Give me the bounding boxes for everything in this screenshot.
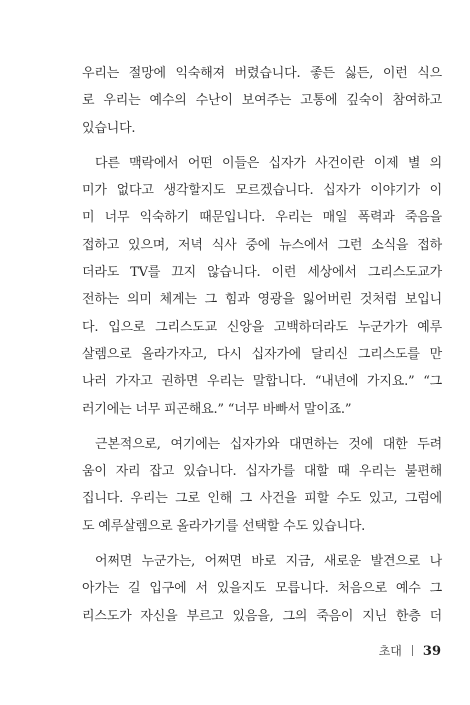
text-line: 나러 가자고 권하면 우리는 말합니다. “내년에 가지요.” “그 (82, 374, 442, 390)
text-line: 있습니다. (82, 120, 136, 136)
text-line: 다른 맥락에서 어떤 이들은 십자가 사건이란 이제 별 의 (95, 155, 442, 171)
text-line: 미 너무 익숙하기 때문입니다. 우리는 매일 폭력과 죽음을 (82, 210, 442, 226)
text-line: 도 예루살렘으로 올라가기를 선택할 수도 있습니다. (82, 518, 366, 534)
text-line: 더라도 TV를 끄지 않습니다. 이런 세상에서 그리스도교가 (82, 265, 442, 281)
paragraph (82, 150, 442, 423)
text-line: 아가는 길 입구에 서 있을지도 모릅니다. 처음으로 예수 그 (82, 581, 442, 597)
text-line: 움이 자리 잡고 있습니다. 십자가를 대할 때 우리는 불편해 (82, 464, 442, 480)
page-number: 39 (422, 644, 441, 659)
text-line: 우리는 절망에 익숙해져 버렸습니다. 좋든 싫든, 이런 식으 (82, 66, 442, 81)
text-line: 근본적으로, 여기에는 십자가와 대면하는 것에 대한 두려 (95, 436, 442, 452)
text-line: 러기에는 너무 피곤해요.” “너무 바빠서 말이죠.” (82, 401, 352, 417)
page-footer (0, 642, 441, 659)
text-line: 로 우리는 예수의 수난이 보여주는 고통에 깊숙이 참여하고 (82, 93, 442, 109)
paragraph (82, 548, 442, 630)
body-text (82, 60, 442, 630)
text-line: 접하고 있으며, 저녁 식사 중에 뉴스에서 그런 소식을 접하 (82, 237, 442, 253)
paragraph (82, 60, 442, 142)
text-line: 집니다. 우리는 그로 인해 그 사건을 피할 수도 있고, 그럼에 (82, 491, 442, 507)
paragraph (82, 431, 442, 540)
text-line: 다. 입으로 그리스도교 신앙을 고백하더라도 누군가가 예루 (82, 319, 442, 335)
running-footer-section: 초대 (378, 644, 402, 658)
text-line: 미가 없다고 생각할지도 모르겠습니다. 십자가 이야기가 이 (82, 183, 442, 199)
text-line: 어쩌면 누군가는, 어쩌면 바로 지금, 새로운 발견으로 나 (95, 554, 442, 570)
text-line: 리스도가 자신을 부르고 있음을, 그의 죽음이 지닌 한층 더 (82, 608, 442, 624)
footer-divider (412, 645, 413, 656)
text-line: 살렘으로 올라가자고, 다시 십자가에 달리신 그리스도를 만 (82, 346, 442, 362)
text-line: 전하는 의미 체계는 그 힘과 영광을 잃어버린 것처럼 보입니 (82, 292, 442, 308)
